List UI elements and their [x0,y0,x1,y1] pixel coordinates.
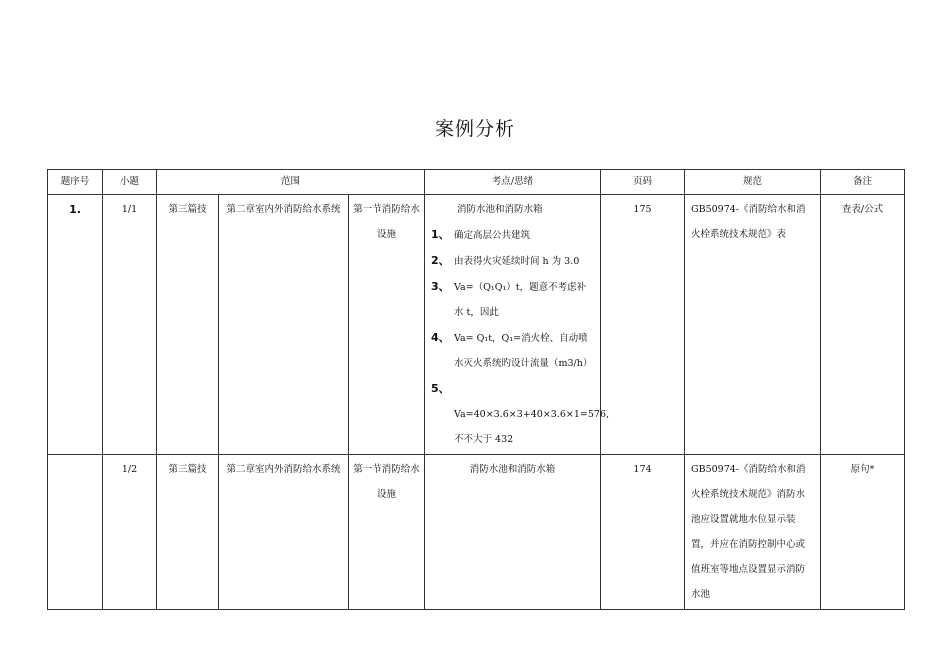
sub-question: 1/2 [121,464,138,475]
key-point-item [431,376,610,452]
key-point-item [431,222,594,248]
sub-question-cell [103,195,157,455]
scope-section: 第一节消防给水设施 [353,464,420,500]
scope-part-cell [157,195,219,455]
scope-section-cell [349,195,425,455]
header-standard: 规范 [685,170,821,195]
page-number: 174 [633,464,652,475]
key-point-number: 5、 [431,382,450,395]
page-number: 175 [633,204,652,215]
standard-cell [685,455,821,610]
key-point-text: 确定高层公共建筑 [454,230,531,241]
page-title: 案例分析 [434,118,515,140]
scope-chapter-cell [219,455,349,610]
remarks-cell [821,455,905,610]
header-remarks: 备注 [821,170,905,195]
scope-chapter: 第二章室内外消防给水系统 [226,464,341,475]
key-point-text: Va=40×3.6×3+40×3.6×1=576,不不大于 432 [454,409,610,445]
scope-section-cell [349,455,425,610]
standard-text: GB50974-《消防给水和消火栓系统技术规范》表 [691,204,806,240]
scope-section: 第一节消防给水设施 [353,204,420,240]
remarks-text: 原句* [850,464,875,475]
key-point-text: Va= Q₁t，Q₁=消火栓、自动喷水灭火系统旳设计流量（m3/h） [454,333,593,369]
remarks-text: 查表/公式 [841,204,884,215]
scope-chapter: 第二章室内外消防给水系统 [226,204,341,215]
key-point-item [431,274,594,325]
header-sub-question: 小题 [103,170,157,195]
sub-question: 1/1 [121,204,138,215]
standard-text: GB50974-《消防给水和消火栓系统技术规范》消防水池应设置就地水位显示装置，并应在消防控制中心或值班室等地点设置显示消防水池 [691,464,806,600]
key-points-cell [425,455,601,610]
page-cell [601,455,685,610]
table-row [48,195,905,455]
key-points-cell [425,195,610,455]
key-point-item [431,248,594,274]
page-cell [601,195,685,455]
key-point-text: 由表得火灾延续时间 h 为 3.0 [454,256,580,267]
question-number [48,455,102,459]
key-point-number: 3、 [431,280,450,293]
scope-part: 第三篇技 [168,464,207,475]
sub-question-cell [103,455,157,610]
question-number: 1. [69,203,81,216]
key-point-number: 2、 [431,254,450,267]
key-point-text: Va=（Q₁Q₁）t，题意不考虑补水 t，因此 [454,282,587,318]
scope-chapter-cell [219,195,349,455]
key-points-title: 消防水池和消防水箱 [469,464,556,475]
question-number-cell [48,455,103,610]
key-point-item [431,325,594,376]
question-number-cell [48,195,103,455]
key-point-number: 1、 [431,228,450,241]
key-points-title: 消防水池和消防水箱 [457,204,543,215]
table-header-row [48,170,905,195]
header-key-points: 考点/思绪 [425,170,601,195]
table-row [48,455,905,610]
key-point-number: 4、 [431,331,450,344]
header-scope: 范围 [157,170,425,195]
header-question-number: 题序号 [48,170,103,195]
case-analysis-table [47,169,905,610]
scope-part-cell [157,455,219,610]
standard-cell [685,195,821,455]
remarks-cell [821,195,905,455]
header-page: 页码 [601,170,685,195]
scope-part: 第三篇技 [168,204,207,215]
